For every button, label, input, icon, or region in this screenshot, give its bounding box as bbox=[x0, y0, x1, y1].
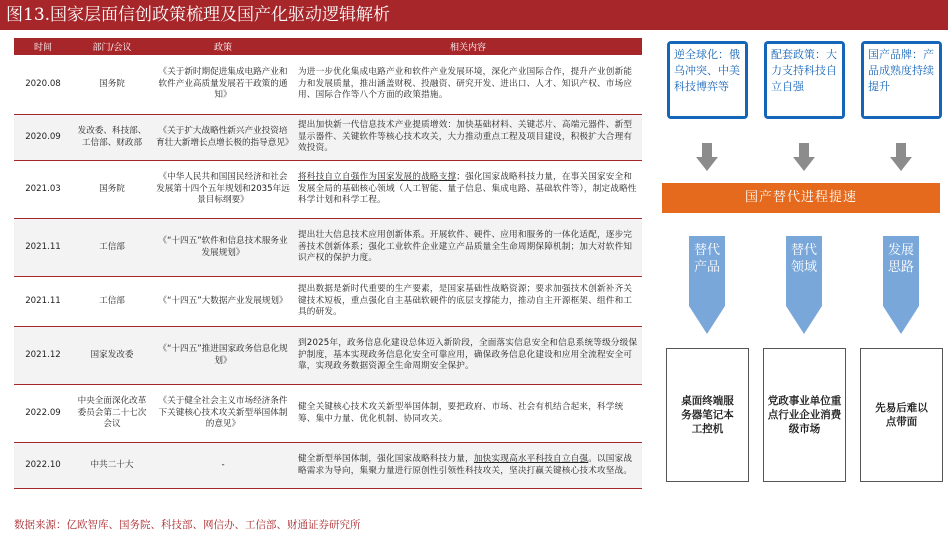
row-policy: 《关于扩大战略性新兴产业投资培育壮大新增长点增长极的指导意见》 bbox=[152, 115, 294, 161]
row-content-pre: 健全新型举国体制，强化国家战略科技力量， bbox=[298, 454, 474, 464]
down-arrow-icon bbox=[793, 143, 815, 171]
table-row bbox=[14, 219, 642, 277]
table-header-row bbox=[14, 38, 642, 55]
row-content: 提出壮大信息技术应用创新体系。开展软件、硬件、应用和服务的一体化适配，逐步完善技术创新体系；强化工业软件企业建立产品质量全生命周期保障机制；加大对软件知识产权的保护力度。 bbox=[294, 219, 642, 277]
table-row bbox=[14, 115, 642, 161]
output-box-approach bbox=[860, 348, 943, 482]
center-bar: 国产替代进程提速 bbox=[662, 183, 940, 213]
row-policy: 《关于健全社会主义市场经济条件下关键核心技术攻关新型举国体制的意见》 bbox=[152, 385, 294, 443]
row-content bbox=[294, 443, 642, 489]
row-dept: 工信部 bbox=[72, 277, 152, 327]
header-policy: 政策 bbox=[152, 38, 294, 55]
row-content bbox=[294, 161, 642, 219]
row-dept: 国务院 bbox=[72, 161, 152, 219]
driver-box-deglobalization bbox=[667, 41, 748, 119]
row-content: 提出加快新一代信息技术产业提质增效：加快基础材料、关键芯片、高端元器件、新型显示器件、关键软件等核心技术攻关，大力推动重点工程及项目建设，积极扩大合理有效投资。 bbox=[294, 115, 642, 161]
row-content-rest: ；强化国家战略科技力量，在事关国家安全和发展全局的基础核心领域（人工智能、量子信息、集成电路、基础软件等），制定战略性科学计划和科学工程。 bbox=[298, 172, 637, 206]
down-arrow-icon bbox=[696, 143, 718, 171]
header-time: 时间 bbox=[14, 38, 72, 55]
row-policy: 《“十四五”软件和信息技术服务业发展规划》 bbox=[152, 219, 294, 277]
row-time: 2021.11 bbox=[14, 219, 72, 277]
down-arrow-icon bbox=[890, 143, 912, 171]
row-dept: 国家发改委 bbox=[72, 327, 152, 385]
output-box-products bbox=[666, 348, 749, 482]
table-row bbox=[14, 385, 642, 443]
arrow-label: 替代领域 bbox=[790, 243, 817, 275]
row-policy: 《关于新时期促进集成电路产业和软件产业高质量发展若干政策的通知》 bbox=[152, 55, 294, 115]
arrow-development-approach bbox=[883, 236, 919, 334]
row-time: 2022.09 bbox=[14, 385, 72, 443]
source-note: 数据来源：亿欧智库、国务院、科技部、网信办、工信部、财通证券研究所 bbox=[14, 519, 361, 531]
table-row bbox=[14, 161, 642, 219]
row-policy: 《“十四五”大数据产业发展规划》 bbox=[152, 277, 294, 327]
driver-box-brand bbox=[861, 41, 942, 119]
row-time: 2021.12 bbox=[14, 327, 72, 385]
output-label: 先易后难以点带面 bbox=[875, 402, 928, 428]
row-dept: 工信部 bbox=[72, 219, 152, 277]
row-content: 到2025年，政务信息化建设总体迈入新阶段，全面落实信息安全和信息系统等级分级保护制度，基本实现政务信息化安全可靠应用，确保政务信息化建设和应用全流程安全可靠，实现政务数据资源全生命周期安全保护。 bbox=[294, 327, 642, 385]
row-content-underlined: 将科技自立自强作为国家发展的战略支撑 bbox=[298, 172, 457, 183]
table-row bbox=[14, 55, 642, 115]
output-label: 党政事业单位重点行业企业消费级市场 bbox=[767, 395, 842, 435]
row-policy: 《中华人民共和国国民经济和社会发展第十四个五年规划和2035年远景目标纲要》 bbox=[152, 161, 294, 219]
output-label: 桌面终端服务器笔记本工控机 bbox=[681, 395, 734, 435]
row-dept: 国务院 bbox=[72, 55, 152, 115]
row-time: 2021.11 bbox=[14, 277, 72, 327]
table-row bbox=[14, 277, 642, 327]
arrow-substitute-products bbox=[689, 236, 725, 334]
row-policy: - bbox=[152, 443, 294, 489]
driver-box-label: 国产品牌：产品成熟度持续提升 bbox=[864, 44, 939, 116]
row-content: 提出数据是新时代重要的生产要素，是国家基础性战略资源；要求加强技术创新补齐关键技术短板，重点强化自主基础软硬件的底层支撑能力，推动自主开源框架、组件和工具的研发。 bbox=[294, 277, 642, 327]
row-dept: 中央全面深化改革委员会第二十七次会议 bbox=[72, 385, 152, 443]
table-row bbox=[14, 327, 642, 385]
driver-box-policy bbox=[764, 41, 845, 119]
arrow-label: 替代产品 bbox=[693, 243, 720, 275]
row-policy: 《“十四五”推进国家政务信息化规划》 bbox=[152, 327, 294, 385]
arrow-label: 发展思路 bbox=[887, 243, 914, 275]
row-content: 健全关键核心技术攻关新型举国体制，要把政府、市场、社会有机结合起来，科学统筹、集中力量、优化机制、协同攻关。 bbox=[294, 385, 642, 443]
header-dept: 部门/会议 bbox=[72, 38, 152, 55]
figure-title: 图13.国家层面信创政策梳理及国产化驱动逻辑解析 bbox=[0, 0, 948, 30]
arrow-substitute-fields bbox=[786, 236, 822, 334]
driver-box-label: 逆全球化：俄乌冲突、中美科技博弈等 bbox=[670, 44, 745, 116]
output-box-fields bbox=[763, 348, 846, 482]
row-content-underlined: 加快实现高水平科技自立自强 bbox=[473, 454, 589, 464]
row-content-rest: 。以国家战略需求为导向，集聚力量进行原创性引领性科技攻关，坚决打赢关键核心技术攻坚战。 bbox=[298, 454, 633, 476]
row-time: 2020.09 bbox=[14, 115, 72, 161]
row-time: 2022.10 bbox=[14, 443, 72, 489]
row-dept: 中共二十大 bbox=[72, 443, 152, 489]
table-row bbox=[14, 443, 642, 489]
driver-box-label: 配套政策：大力支持科技自立自强 bbox=[767, 44, 842, 116]
policy-table bbox=[14, 38, 642, 489]
row-dept: 发改委、科技部、工信部、财政部 bbox=[72, 115, 152, 161]
row-content: 为进一步优化集成电路产业和软件产业发展环境，深化产业国际合作，提升产业创新能力和发展质量，推出涵盖财税、投融资、研究开发、进出口、人才、知识产权、市场应用、国际合作等八个方面的政策措施。 bbox=[294, 55, 642, 115]
row-time: 2020.08 bbox=[14, 55, 72, 115]
row-time: 2021.03 bbox=[14, 161, 72, 219]
header-content: 相关内容 bbox=[294, 38, 642, 55]
